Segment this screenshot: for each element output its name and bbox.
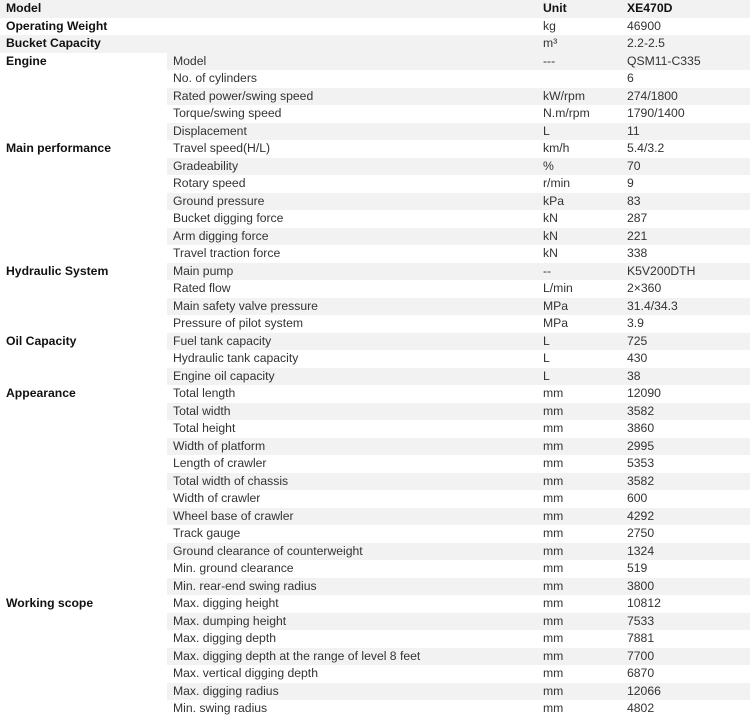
row-value: 274/1800 xyxy=(621,88,750,106)
row-unit: mm xyxy=(537,543,621,561)
row-item: Wheel base of crawler xyxy=(167,508,537,526)
row-item: Max. digging depth xyxy=(173,631,276,645)
row-value: 10812 xyxy=(627,596,661,610)
row-item: Travel speed(H/L) xyxy=(173,141,271,155)
header-row xyxy=(0,0,750,18)
row-value: 600 xyxy=(627,491,648,505)
row-unit: mm xyxy=(537,648,621,666)
row-item: Max. dumping height xyxy=(167,613,537,631)
row-value: 519 xyxy=(627,561,648,575)
row-value: 2×360 xyxy=(627,281,662,295)
row-item: Min. ground clearance xyxy=(173,561,294,575)
row-value: 2995 xyxy=(621,438,750,456)
row-unit: mm xyxy=(537,473,621,491)
row-unit: mm xyxy=(543,666,564,680)
row-unit: % xyxy=(537,158,621,176)
row-unit: MPa xyxy=(537,298,621,316)
row-unit: mm xyxy=(537,613,621,631)
table-row xyxy=(0,333,750,351)
row-unit: L xyxy=(543,351,550,365)
row-unit: m³ xyxy=(537,35,621,53)
row-item: Width of platform xyxy=(167,438,537,456)
row-value: QSM11-C335 xyxy=(621,53,750,71)
group-label: Appearance xyxy=(6,386,76,400)
row-unit xyxy=(537,70,621,88)
row-item: Rotary speed xyxy=(173,176,246,190)
row-unit: kW/rpm xyxy=(537,88,621,106)
row-unit: mm xyxy=(543,701,564,715)
row-value: 38 xyxy=(621,368,750,386)
row-value: 725 xyxy=(621,333,750,351)
row-value: 1790/1400 xyxy=(627,106,685,120)
row-item: Max. vertical digging depth xyxy=(173,666,318,680)
row-value: 46900 xyxy=(627,18,661,33)
row-item: Ground pressure xyxy=(167,193,537,211)
group-label: Hydraulic System xyxy=(6,263,109,278)
row-unit: --- xyxy=(537,53,621,71)
row-label: Bucket Capacity xyxy=(0,35,537,53)
group-label: Main performance xyxy=(6,141,111,155)
row-value: 2750 xyxy=(627,526,655,540)
row-value: 221 xyxy=(621,228,750,246)
row-unit: kN xyxy=(537,228,621,246)
header-model: Model xyxy=(0,0,537,18)
row-unit: MPa xyxy=(543,316,569,330)
row-item: Track gauge xyxy=(173,526,241,540)
row-unit: mm xyxy=(537,403,621,421)
row-unit: mm xyxy=(537,438,621,456)
row-unit: kN xyxy=(543,246,558,260)
row-unit: mm xyxy=(543,386,564,400)
row-item: Model xyxy=(167,53,537,71)
row-item: Displacement xyxy=(167,123,537,141)
row-value: 3860 xyxy=(627,421,655,435)
group-label: Engine xyxy=(6,53,47,68)
row-value: 2.2-2.5 xyxy=(621,35,750,53)
row-value: 5353 xyxy=(627,456,655,470)
header-unit: Unit xyxy=(537,0,621,18)
row-value: 12066 xyxy=(621,683,750,701)
table-row xyxy=(0,595,750,613)
row-value: 3.9 xyxy=(627,316,644,330)
row-value: 3582 xyxy=(621,473,750,491)
row-unit: r/min xyxy=(543,176,571,190)
row-value: 3582 xyxy=(621,403,750,421)
table-row xyxy=(0,53,750,71)
table-row xyxy=(0,385,750,403)
row-label: Operating Weight xyxy=(6,18,108,33)
row-value: 4802 xyxy=(627,701,655,715)
row-value: 83 xyxy=(621,193,750,211)
row-item: Fuel tank capacity xyxy=(167,333,537,351)
row-unit: mm xyxy=(543,561,564,575)
row-item: Pressure of pilot system xyxy=(173,316,304,330)
row-item: Arm digging force xyxy=(167,228,537,246)
row-unit: kN xyxy=(543,211,558,225)
row-item: Total length xyxy=(173,386,236,400)
row-item: Total width of chassis xyxy=(167,473,537,491)
row-value: 70 xyxy=(621,158,750,176)
row-value: 6 xyxy=(627,71,634,85)
row-unit: -- xyxy=(537,263,621,281)
row-value: 31.4/34.3 xyxy=(621,298,750,316)
row-item: Engine oil capacity xyxy=(167,368,537,386)
row-item: Total width xyxy=(167,403,537,421)
row-unit: mm xyxy=(537,508,621,526)
row-item: Max. digging height xyxy=(173,596,279,610)
row-item: Bucket digging force xyxy=(173,211,284,225)
row-unit: mm xyxy=(543,491,564,505)
row-value: 430 xyxy=(627,351,648,365)
row-item: Hydraulic tank capacity xyxy=(173,351,299,365)
row-item: Main safety valve pressure xyxy=(167,298,537,316)
row-value: 6870 xyxy=(627,666,655,680)
row-item: Rated power/swing speed xyxy=(167,88,537,106)
row-unit: mm xyxy=(537,578,621,596)
group-label: Working scope xyxy=(6,596,94,610)
row-item: Ground clearance of counterweight xyxy=(167,543,537,561)
row-unit: kg xyxy=(543,18,556,33)
row-item: Gradeability xyxy=(167,158,537,176)
row-unit: mm xyxy=(543,631,564,645)
row-unit: mm xyxy=(543,526,564,540)
row-value: 7533 xyxy=(621,613,750,631)
table-row xyxy=(0,140,750,158)
row-unit: kPa xyxy=(537,193,621,211)
row-unit: L xyxy=(537,333,621,351)
row-unit: km/h xyxy=(543,141,570,155)
row-item: No. of cylinders xyxy=(173,71,257,85)
table-row xyxy=(0,35,750,53)
row-unit: mm xyxy=(543,421,564,435)
row-unit: mm xyxy=(543,596,564,610)
row-item: Width of crawler xyxy=(173,491,261,505)
row-value: 3800 xyxy=(621,578,750,596)
row-value: 1324 xyxy=(621,543,750,561)
row-item: Rated flow xyxy=(173,281,231,295)
row-item: Total height xyxy=(173,421,236,435)
row-value: 7881 xyxy=(627,631,655,645)
row-unit: L xyxy=(537,123,621,141)
row-value: 11 xyxy=(621,123,750,141)
row-unit: L/min xyxy=(543,281,573,295)
row-unit: N.m/rpm xyxy=(543,106,590,120)
row-value: 7700 xyxy=(621,648,750,666)
header-value: XE470D xyxy=(621,0,750,18)
row-value: 338 xyxy=(627,246,648,260)
row-item: Travel traction force xyxy=(173,246,281,260)
row-item: Min. swing radius xyxy=(173,701,268,715)
row-item: Main pump xyxy=(167,263,537,281)
row-value: 4292 xyxy=(621,508,750,526)
row-unit: mm xyxy=(543,456,564,470)
row-item: Min. rear-end swing radius xyxy=(167,578,537,596)
row-value: 287 xyxy=(627,211,648,225)
table-row xyxy=(0,263,750,281)
row-unit: mm xyxy=(537,683,621,701)
table-row xyxy=(0,18,750,36)
row-item: Max. digging depth at the range of level 8 feet xyxy=(167,648,537,666)
group-label: Oil Capacity xyxy=(6,333,77,348)
row-item: Length of crawler xyxy=(173,456,267,470)
row-value: 5.4/3.2 xyxy=(627,141,665,155)
row-unit: L xyxy=(537,368,621,386)
row-item: Torque/swing speed xyxy=(173,106,282,120)
row-value: 9 xyxy=(627,176,634,190)
row-value: K5V200DTH xyxy=(621,263,750,281)
row-value: 12090 xyxy=(627,386,661,400)
row-item: Max. digging radius xyxy=(167,683,537,701)
